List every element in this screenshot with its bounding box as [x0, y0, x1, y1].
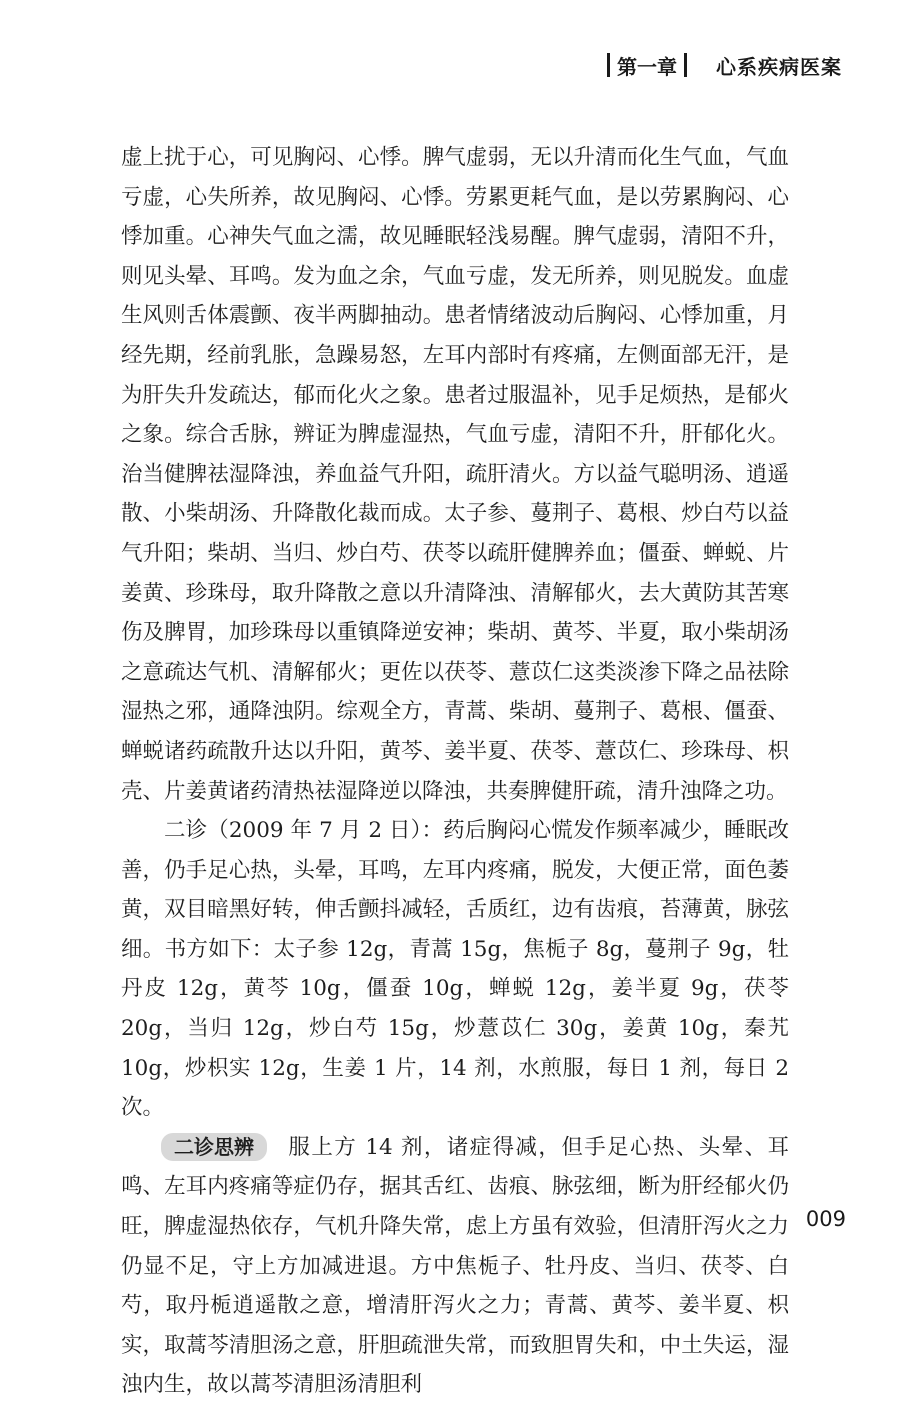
paragraph-1: 虚上扰于心，可见胸闷、心悸。脾气虚弱，无以升清而化生气血，气血亏虚，心失所养，故见胸闷、心悸。劳累更耗气血，是以劳累胸闷、心悸加重。心神失气血之濡，故见睡眠轻浅易醒。脾气虚弱，清阳不升，则见头晕、耳鸣。发为血之余，气血亏虚，发无所养，则见脱发。血虚生风则舌体震颤、夜半两脚抽动。患者情绪波动后胸闷、心悸加重，月经先期，经前乳胀，急躁易怒，左耳内部时有疼痛，左侧面部无汗，是为肝失升发疏达，郁而化火之象。患者过服温补，见手足烦热，是郁火之象。综合舌脉，辨证为脾虚湿热，气血亏虚，清阳不升，肝郁化火。治当健脾祛湿降浊，养血益气升阳，疏肝清火。方以益气聪明汤、逍遥散、小柴胡汤、升降散化裁而成。太子参、蔓荆子、葛根、炒白芍以益气升阳；柴胡、当归、炒白芍、茯苓以疏肝健脾养血；僵蚕、蝉蜕、片姜黄、珍珠母，取升降散之意以升清降浊、清解郁火，去大黄防其苦寒伤及脾胃，加珍珠母以重镇降逆安神；柴胡、黄芩、半夏，取小柴胡汤之意疏达气机、清解郁火；更佐以茯苓、薏苡仁这类淡渗下降之品祛除湿热之邪，通降浊阴。综观全方，青蒿、柴胡、蔓荆子、葛根、僵蚕、蝉蜕诸药疏散升达以升阳，黄芩、姜半夏、茯苓、薏苡仁、珍珠母、枳壳、片姜黄诸药清热祛湿降逆以降浊，共奏脾健肝疏，清升浊降之功。 [121, 145, 789, 804]
paragraph-3-text: 服上方 14 剂，诸症得减，但手足心热、头晕、耳鸣、左耳内疼痛等症仍存，据其舌红、齿痕、脉弦细，断为肝经郁火仍旺，脾虚湿热依存，气机升降失常，虑上方虽有效验，但清肝泻火之力仍显不足，守上方加减进退。方中焦栀子、牡丹皮、当归、茯苓、白芍，取丹栀逍遥散之意，增清肝泻火之力；青蒿、黄芩、姜半夏、枳实，取蒿芩清胆汤之意，肝胆疏泄失常，而致胆胃失和，中土失运，湿浊内生，故以蒿芩清胆汤清胆利 [121, 1134, 789, 1398]
header-bar-left [607, 53, 610, 77]
chapter-title: 心系疾病医案 [716, 54, 842, 79]
section-tag: 二诊思辨 [161, 1133, 267, 1161]
chapter-label: 第一章 [617, 54, 677, 79]
running-header [600, 50, 842, 80]
body-text [121, 138, 789, 1405]
paragraph-3 [121, 1128, 789, 1405]
paragraph-2: 二诊（2009 年 7 月 2 日）：药后胸闷心慌发作频率减少，睡眠改善，仍手足心热，头晕，耳鸣，左耳内疼痛，脱发，大便正常，面色萎黄，双目暗黑好转，伸舌颤抖减轻，舌质红，边有齿痕，苔薄黄，脉弦细。书方如下：太子参 12g，青蒿 15g，焦栀子 8g，蔓荆子 9g，牡丹皮 12g，黄芩 10g，僵蚕 10g，蝉蜕 12g，姜半夏 9g，茯苓 20g，当归 12g，炒白芍 15g，炒薏苡仁 30g，姜黄 10g，秦艽 10g，炒枳实 12g，生姜 1 片，14 剂，水煎服，每日 1 剂，每日 2 次。 [121, 818, 789, 1121]
header-bar-right [684, 53, 687, 77]
page-number: 009 [805, 1207, 846, 1231]
